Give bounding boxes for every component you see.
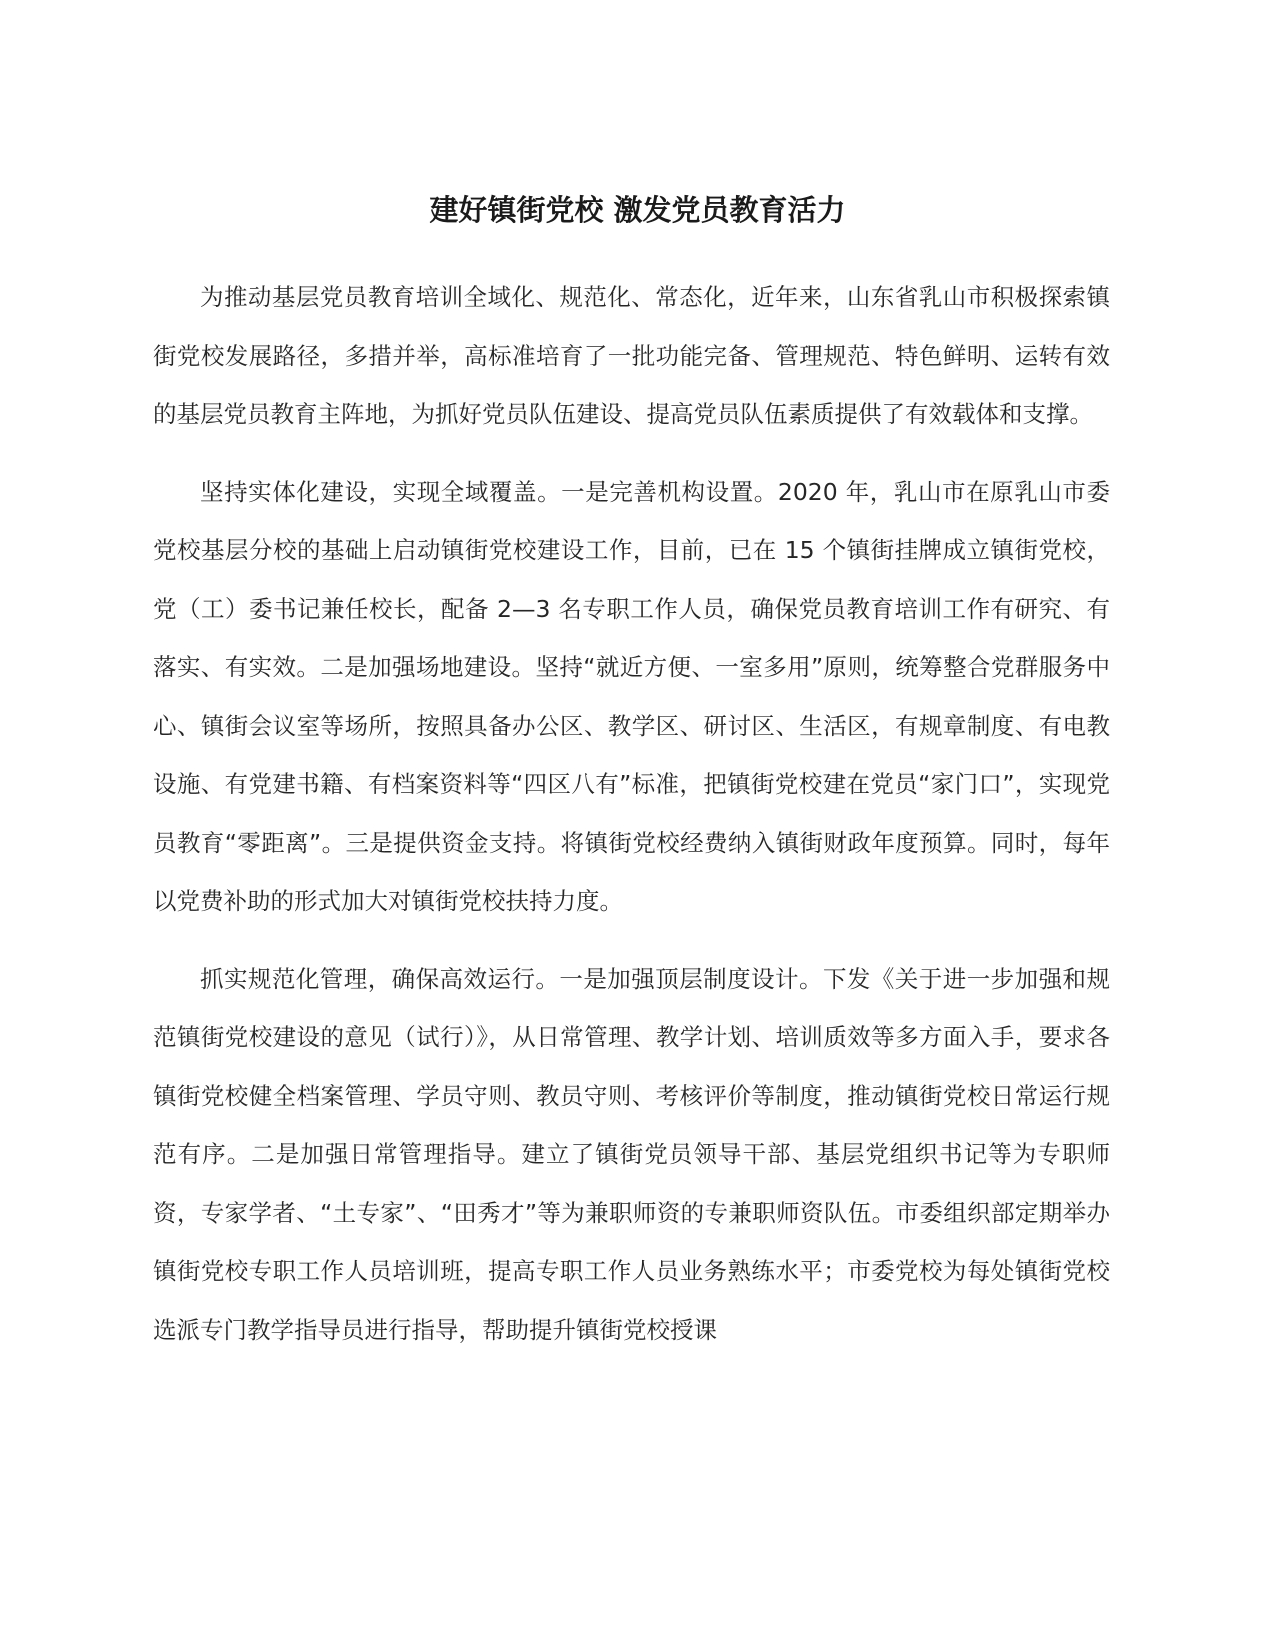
document-body — [153, 268, 1110, 1378]
paragraph-construction: 坚持实体化建设，实现全域覆盖。一是完善机构设置。2020 年，乳山市在原乳山市委党校基层分校的基础上启动镇街党校建设工作，目前，已在 15 个镇街挂牌成立镇街党校，党（工）委书记兼任校长，配备 2—3 名专职工作人员，确保党员教育培训工作有研究、有落实、有实效。二是加强场地建设。坚持“就近方便、一室多用”原则，统筹整合党群服务中心、镇街会议室等场所，按照具备办公区、教学区、研讨区、生活区，有规章制度、有电教设施、有党建书籍、有档案资料等“四区八有”标准，把镇街党校建在党员“家门口”，实现党员教育“零距离”。三是提供资金支持。将镇街党校经费纳入镇街财政年度预算。同时，每年以党费补助的形式加大对镇街党校扶持力度。 — [153, 477, 1110, 915]
paragraph-intro: 为推动基层党员教育培训全域化、规范化、常态化，近年来，山东省乳山市积极探索镇街党校发展路径，多措并举，高标准培育了一批功能完备、管理规范、特色鲜明、运转有效的基层党员教育主阵地，为抓好党员队伍建设、提高党员队伍素质提供了有效载体和支撑。 — [153, 283, 1110, 428]
paragraph-management: 抓实规范化管理，确保高效运行。一是加强顶层制度设计。下发《关于进一步加强和规范镇街党校建设的意见（试行）》，从日常管理、教学计划、培训质效等多方面入手，要求各镇街党校健全档案管理、学员守则、教员守则、考核评价等制度，推动镇街党校日常运行规范有序。二是加强日常管理指导。建立了镇街党员领导干部、基层党组织书记等为专职师资，专家学者、“土专家”、“田秀才”等为兼职师资的专兼职师资队伍。市委组织部定期举办镇街党校专职工作人员培训班，提高专职工作人员业务熟练水平；市委党校为每处镇街党校选派专门教学指导员进行指导，帮助提升镇街党校授课 — [153, 964, 1110, 1344]
document-title: 建好镇街党校 激发党员教育活力 — [429, 193, 846, 227]
